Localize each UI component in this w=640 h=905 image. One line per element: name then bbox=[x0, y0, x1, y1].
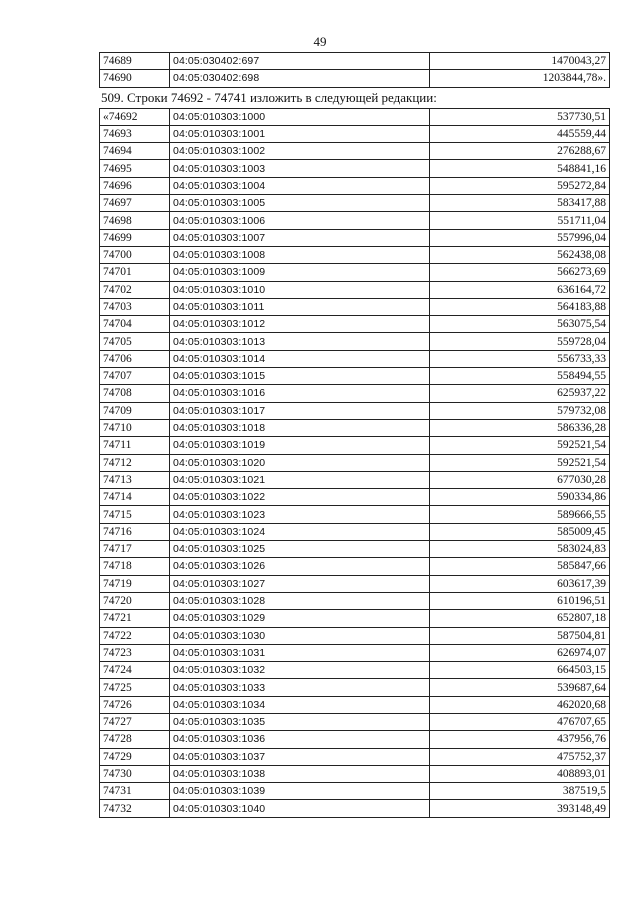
value-cell: 566273,69 bbox=[430, 264, 610, 281]
row-id-cell: 74698 bbox=[100, 212, 170, 229]
cadastral-number-cell: 04:05:010303:1008 bbox=[170, 246, 430, 263]
row-id-cell: 74702 bbox=[100, 281, 170, 298]
table-row bbox=[100, 506, 610, 523]
value-cell: 445559,44 bbox=[430, 125, 610, 142]
table-row bbox=[100, 471, 610, 488]
value-cell: 551711,04 bbox=[430, 212, 610, 229]
cadastral-number-cell: 04:05:010303:1020 bbox=[170, 454, 430, 471]
value-cell: 387519,5 bbox=[430, 783, 610, 800]
table-row bbox=[100, 385, 610, 402]
value-cell: 437956,76 bbox=[430, 731, 610, 748]
row-id-cell: 74728 bbox=[100, 731, 170, 748]
table-row bbox=[100, 419, 610, 436]
table-row bbox=[100, 350, 610, 367]
value-cell: 610196,51 bbox=[430, 592, 610, 609]
table-row bbox=[100, 298, 610, 315]
instruction-text: 509. Строки 74692 - 74741 изложить в следующей редакции: bbox=[101, 89, 437, 105]
row-id-cell: 74693 bbox=[100, 125, 170, 142]
cadastral-number-cell: 04:05:010303:1024 bbox=[170, 523, 430, 540]
cadastral-number-cell: 04:05:010303:1005 bbox=[170, 195, 430, 212]
table-row bbox=[100, 454, 610, 471]
value-cell: 476707,65 bbox=[430, 713, 610, 730]
table-row bbox=[100, 108, 610, 125]
cadastral-number-cell: 04:05:010303:1006 bbox=[170, 212, 430, 229]
row-id-cell: 74732 bbox=[100, 800, 170, 817]
row-id-cell: «74692 bbox=[100, 108, 170, 125]
cadastral-number-cell: 04:05:010303:1032 bbox=[170, 662, 430, 679]
cadastral-number-cell: 04:05:010303:1016 bbox=[170, 385, 430, 402]
value-cell: 558494,55 bbox=[430, 368, 610, 385]
cadastral-number-cell: 04:05:010303:1019 bbox=[170, 437, 430, 454]
value-cell: 537730,51 bbox=[430, 108, 610, 125]
value-cell: 585847,66 bbox=[430, 558, 610, 575]
cadastral-number-cell: 04:05:010303:1035 bbox=[170, 713, 430, 730]
cadastral-number-cell: 04:05:010303:1001 bbox=[170, 125, 430, 142]
row-id-cell: 74695 bbox=[100, 160, 170, 177]
row-id-cell: 74724 bbox=[100, 662, 170, 679]
value-cell: 636164,72 bbox=[430, 281, 610, 298]
cadastral-number-cell: 04:05:010303:1021 bbox=[170, 471, 430, 488]
table-row bbox=[100, 644, 610, 661]
value-cell: 603617,39 bbox=[430, 575, 610, 592]
row-id-cell: 74727 bbox=[100, 713, 170, 730]
table-row bbox=[100, 627, 610, 644]
row-id-cell: 74729 bbox=[100, 748, 170, 765]
table-row bbox=[100, 264, 610, 281]
value-cell: 583024,83 bbox=[430, 541, 610, 558]
cadastral-number-cell: 04:05:010303:1007 bbox=[170, 229, 430, 246]
value-cell: 556733,33 bbox=[430, 350, 610, 367]
value-cell: 559728,04 bbox=[430, 333, 610, 350]
cadastral-number-cell: 04:05:010303:1003 bbox=[170, 160, 430, 177]
cadastral-number-cell: 04:05:010303:1012 bbox=[170, 316, 430, 333]
value-cell: 677030,28 bbox=[430, 471, 610, 488]
value-cell: 583417,88 bbox=[430, 195, 610, 212]
cadastral-number-cell: 04:05:010303:1031 bbox=[170, 644, 430, 661]
table-row bbox=[100, 125, 610, 142]
row-id-cell: 74689 bbox=[100, 53, 170, 70]
table-row bbox=[100, 489, 610, 506]
table-row bbox=[100, 368, 610, 385]
row-id-cell: 74699 bbox=[100, 229, 170, 246]
row-id-cell: 74700 bbox=[100, 246, 170, 263]
table-row bbox=[100, 575, 610, 592]
table-row bbox=[100, 523, 610, 540]
row-id-cell: 74731 bbox=[100, 783, 170, 800]
value-cell: 557996,04 bbox=[430, 229, 610, 246]
cadastral-number-cell: 04:05:010303:1000 bbox=[170, 108, 430, 125]
value-cell: 589666,55 bbox=[430, 506, 610, 523]
table-row bbox=[100, 662, 610, 679]
value-cell: 548841,16 bbox=[430, 160, 610, 177]
main-table bbox=[99, 108, 610, 818]
table-row bbox=[100, 246, 610, 263]
value-cell: 625937,22 bbox=[430, 385, 610, 402]
value-cell: 562438,08 bbox=[430, 246, 610, 263]
value-cell: 595272,84 bbox=[430, 177, 610, 194]
table-row bbox=[100, 592, 610, 609]
row-id-cell: 74722 bbox=[100, 627, 170, 644]
table-row bbox=[100, 402, 610, 419]
page-number: 49 bbox=[313, 34, 327, 49]
table-row bbox=[100, 229, 610, 246]
table-row bbox=[100, 143, 610, 160]
table-row bbox=[100, 679, 610, 696]
row-id-cell: 74707 bbox=[100, 368, 170, 385]
table-row bbox=[100, 212, 610, 229]
row-id-cell: 74730 bbox=[100, 765, 170, 782]
row-id-cell: 74720 bbox=[100, 592, 170, 609]
cadastral-number-cell: 04:05:010303:1039 bbox=[170, 783, 430, 800]
cadastral-number-cell: 04:05:010303:1027 bbox=[170, 575, 430, 592]
table-row bbox=[100, 316, 610, 333]
cadastral-number-cell: 04:05:010303:1029 bbox=[170, 610, 430, 627]
top-table bbox=[99, 52, 610, 88]
cadastral-number-cell: 04:05:010303:1004 bbox=[170, 177, 430, 194]
document-sheet bbox=[99, 52, 609, 818]
cadastral-number-cell: 04:05:010303:1028 bbox=[170, 592, 430, 609]
row-id-cell: 74714 bbox=[100, 489, 170, 506]
cadastral-number-cell: 04:05:010303:1017 bbox=[170, 402, 430, 419]
cadastral-number-cell: 04:05:010303:1002 bbox=[170, 143, 430, 160]
row-id-cell: 74711 bbox=[100, 437, 170, 454]
value-cell: 592521,54 bbox=[430, 454, 610, 471]
row-id-cell: 74710 bbox=[100, 419, 170, 436]
table-row bbox=[100, 177, 610, 194]
row-id-cell: 74696 bbox=[100, 177, 170, 194]
value-cell: 664503,15 bbox=[430, 662, 610, 679]
value-cell: 590334,86 bbox=[430, 489, 610, 506]
value-cell: 563075,54 bbox=[430, 316, 610, 333]
row-id-cell: 74697 bbox=[100, 195, 170, 212]
cadastral-number-cell: 04:05:010303:1040 bbox=[170, 800, 430, 817]
row-id-cell: 74721 bbox=[100, 610, 170, 627]
table-row bbox=[100, 541, 610, 558]
value-cell: 539687,64 bbox=[430, 679, 610, 696]
row-id-cell: 74716 bbox=[100, 523, 170, 540]
cadastral-number-cell: 04:05:010303:1030 bbox=[170, 627, 430, 644]
value-cell: 462020,68 bbox=[430, 696, 610, 713]
table-row bbox=[100, 70, 610, 87]
value-cell: 475752,37 bbox=[430, 748, 610, 765]
table-row bbox=[100, 437, 610, 454]
cadastral-number-cell: 04:05:010303:1034 bbox=[170, 696, 430, 713]
table-row bbox=[100, 558, 610, 575]
value-cell: 1470043,27 bbox=[430, 53, 610, 70]
cadastral-number-cell: 04:05:030402:698 bbox=[170, 70, 430, 87]
table-row bbox=[100, 748, 610, 765]
cadastral-number-cell: 04:05:010303:1038 bbox=[170, 765, 430, 782]
table-row bbox=[100, 713, 610, 730]
row-id-cell: 74725 bbox=[100, 679, 170, 696]
row-id-cell: 74718 bbox=[100, 558, 170, 575]
cadastral-number-cell: 04:05:010303:1014 bbox=[170, 350, 430, 367]
value-cell: 626974,07 bbox=[430, 644, 610, 661]
row-id-cell: 74715 bbox=[100, 506, 170, 523]
value-cell: 579732,08 bbox=[430, 402, 610, 419]
table-row bbox=[100, 281, 610, 298]
table-row bbox=[100, 160, 610, 177]
cadastral-number-cell: 04:05:010303:1023 bbox=[170, 506, 430, 523]
row-id-cell: 74713 bbox=[100, 471, 170, 488]
row-id-cell: 74726 bbox=[100, 696, 170, 713]
value-cell: 408893,01 bbox=[430, 765, 610, 782]
table-row bbox=[100, 696, 610, 713]
cadastral-number-cell: 04:05:010303:1011 bbox=[170, 298, 430, 315]
table-row bbox=[100, 783, 610, 800]
cadastral-number-cell: 04:05:010303:1018 bbox=[170, 419, 430, 436]
cadastral-number-cell: 04:05:010303:1026 bbox=[170, 558, 430, 575]
cadastral-number-cell: 04:05:010303:1010 bbox=[170, 281, 430, 298]
row-id-cell: 74719 bbox=[100, 575, 170, 592]
cadastral-number-cell: 04:05:030402:697 bbox=[170, 53, 430, 70]
row-id-cell: 74717 bbox=[100, 541, 170, 558]
value-cell: 586336,28 bbox=[430, 419, 610, 436]
row-id-cell: 74703 bbox=[100, 298, 170, 315]
table-row bbox=[100, 765, 610, 782]
cadastral-number-cell: 04:05:010303:1033 bbox=[170, 679, 430, 696]
value-cell: 393148,49 bbox=[430, 800, 610, 817]
table-row bbox=[100, 800, 610, 817]
value-cell: 652807,18 bbox=[430, 610, 610, 627]
row-id-cell: 74705 bbox=[100, 333, 170, 350]
row-id-cell: 74690 bbox=[100, 70, 170, 87]
row-id-cell: 74701 bbox=[100, 264, 170, 281]
row-id-cell: 74712 bbox=[100, 454, 170, 471]
value-cell: 1203844,78». bbox=[430, 70, 610, 87]
cadastral-number-cell: 04:05:010303:1025 bbox=[170, 541, 430, 558]
row-id-cell: 74704 bbox=[100, 316, 170, 333]
row-id-cell: 74706 bbox=[100, 350, 170, 367]
row-id-cell: 74723 bbox=[100, 644, 170, 661]
cadastral-number-cell: 04:05:010303:1013 bbox=[170, 333, 430, 350]
cadastral-number-cell: 04:05:010303:1015 bbox=[170, 368, 430, 385]
table-row bbox=[100, 195, 610, 212]
value-cell: 276288,67 bbox=[430, 143, 610, 160]
row-id-cell: 74709 bbox=[100, 402, 170, 419]
row-id-cell: 74708 bbox=[100, 385, 170, 402]
table-row bbox=[100, 731, 610, 748]
value-cell: 587504,81 bbox=[430, 627, 610, 644]
value-cell: 592521,54 bbox=[430, 437, 610, 454]
cadastral-number-cell: 04:05:010303:1037 bbox=[170, 748, 430, 765]
table-row bbox=[100, 610, 610, 627]
table-row bbox=[100, 333, 610, 350]
cadastral-number-cell: 04:05:010303:1036 bbox=[170, 731, 430, 748]
value-cell: 585009,45 bbox=[430, 523, 610, 540]
cadastral-number-cell: 04:05:010303:1022 bbox=[170, 489, 430, 506]
row-id-cell: 74694 bbox=[100, 143, 170, 160]
table-row bbox=[100, 53, 610, 70]
value-cell: 564183,88 bbox=[430, 298, 610, 315]
cadastral-number-cell: 04:05:010303:1009 bbox=[170, 264, 430, 281]
